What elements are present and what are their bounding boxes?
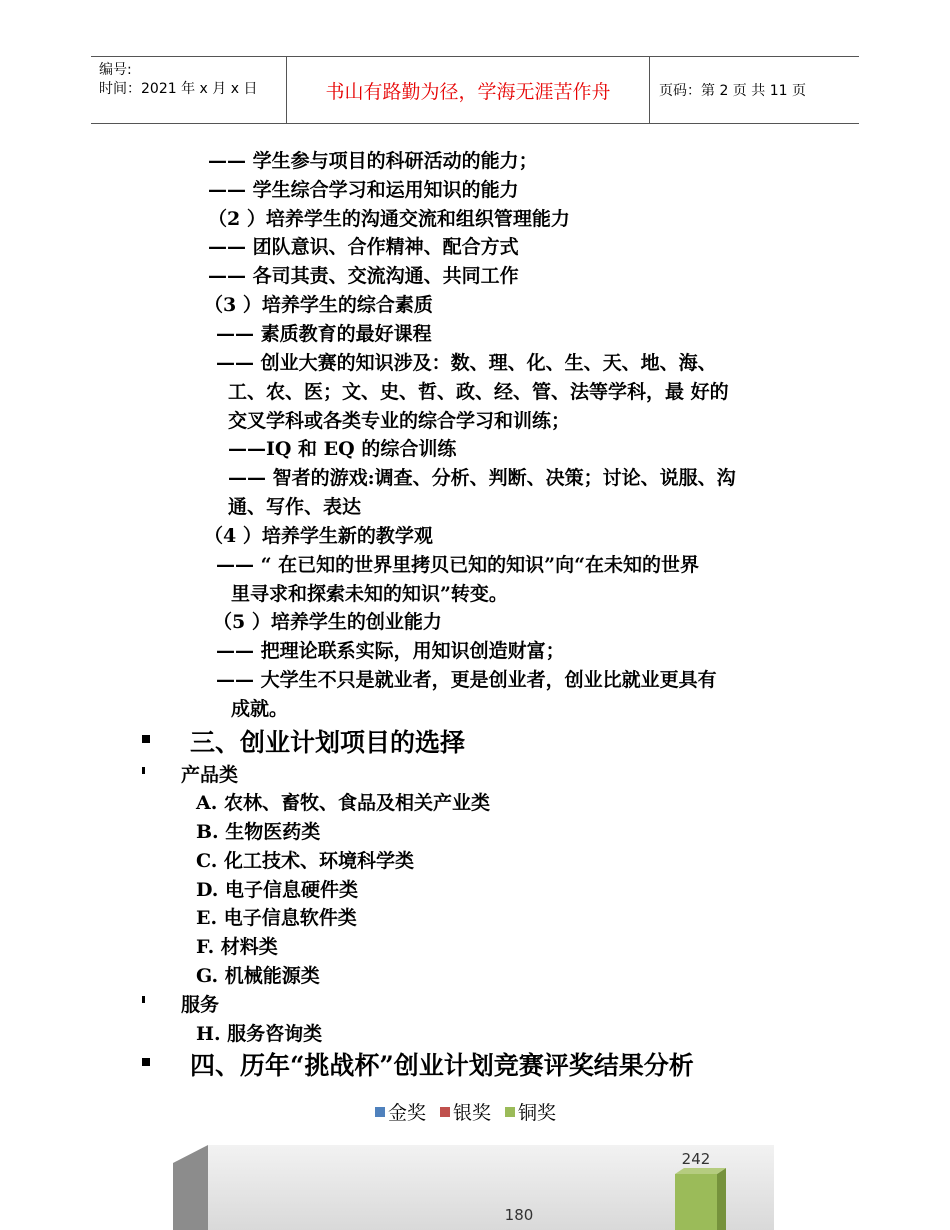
- product-heading: 产品类: [181, 764, 239, 786]
- body-line: —— 各司其责、交流沟通、共同工作: [208, 265, 519, 287]
- body-line: —— 学生参与项目的科研活动的能力；: [208, 150, 538, 172]
- legend-item-bronze: [505, 1098, 556, 1125]
- body-line: —— 大学生不只是就业者，更是创业者，创业比就业更具有: [216, 669, 717, 691]
- bullet-icon: [142, 1058, 150, 1066]
- body-line: （2 ）培养学生的沟通交流和组织管理能力: [208, 208, 570, 230]
- legend-swatch: [505, 1107, 515, 1117]
- list-item: G. 机械能源类: [196, 965, 320, 987]
- list-item: E. 电子信息软件类: [196, 907, 357, 929]
- body-line: —— 素质教育的最好课程: [216, 323, 432, 345]
- body-line: 工、农、医；文、史、哲、政、经、管、法等学科，最 好的: [228, 381, 729, 403]
- document-date: 时间：2021 年 x 月 x 日: [99, 81, 258, 97]
- body-line: —— 团队意识、合作精神、配合方式: [208, 236, 519, 258]
- body-line: 交叉学科或各类专业的综合学习和训练；: [228, 410, 571, 432]
- page-number: 页码：第 2 页 共 11 页: [659, 83, 806, 99]
- bar-bronze-side: [717, 1168, 726, 1230]
- bullet-icon: [142, 767, 145, 774]
- legend-swatch: [375, 1107, 385, 1117]
- body-line: 里寻求和探索未知的知识”转变。: [231, 583, 508, 605]
- service-heading: 服务: [181, 994, 220, 1016]
- header-motto: 书山有路勤为径，学海无涯苦作舟: [325, 80, 611, 103]
- bullet-icon: [142, 735, 150, 743]
- body-line: —— 学生综合学习和运用知识的能力: [208, 179, 519, 201]
- legend-label: 金奖: [388, 1102, 427, 1124]
- document-number-label: 编号:: [99, 62, 132, 78]
- list-item: C. 化工技术、环境科学类: [196, 850, 415, 872]
- page-header: [91, 56, 859, 124]
- legend-item-silver: [440, 1098, 491, 1125]
- bar-bronze-top: [675, 1168, 726, 1174]
- header-divider: [649, 57, 650, 123]
- body-line: ——IQ 和 EQ 的综合训练: [228, 438, 457, 460]
- legend-item-gold: [375, 1098, 426, 1125]
- body-line: —— 把理论联系实际，用知识创造财富；: [216, 640, 565, 662]
- body-line: 成就。: [231, 698, 289, 720]
- legend-label: 银奖: [453, 1102, 492, 1124]
- body-line: （5 ）培养学生的创业能力: [213, 611, 442, 633]
- header-meta: [99, 61, 284, 99]
- list-item: H. 服务咨询类: [196, 1023, 323, 1045]
- data-label: 242: [681, 1150, 711, 1168]
- body-line: —— 创业大赛的知识涉及：数、理、化、生、天、地、海、: [216, 352, 717, 374]
- award-chart: [0, 1130, 950, 1230]
- legend-swatch: [440, 1107, 450, 1117]
- chart-side-wall: [173, 1145, 208, 1230]
- list-item: B. 生物医药类: [196, 821, 321, 843]
- bar-bronze: [675, 1174, 717, 1230]
- list-item: A. 农林、畜牧、食品及相关产业类: [196, 792, 490, 814]
- bullet-icon: [142, 996, 145, 1003]
- section-4-title: 四、历年“挑战杯”创业计划竞赛评奖结果分析: [190, 1051, 694, 1080]
- body-line: 通、写作、表达: [228, 496, 362, 518]
- chart-legend: [375, 1098, 556, 1125]
- body-line: —— “ 在已知的世界里拷贝已知的知识”向“在未知的世界: [216, 554, 700, 576]
- legend-label: 铜奖: [518, 1102, 557, 1124]
- data-label: 180: [504, 1206, 534, 1224]
- body-line: （3 ）培养学生的综合素质: [204, 294, 433, 316]
- list-item: D. 电子信息硬件类: [196, 879, 359, 901]
- body-line: （4 ）培养学生新的教学观: [204, 525, 433, 547]
- section-3-title: 三、创业计划项目的选择: [190, 728, 466, 757]
- list-item: F. 材料类: [196, 936, 278, 958]
- body-line: —— 智者的游戏:调查、分析、判断、决策；讨论、说服、沟: [228, 467, 736, 489]
